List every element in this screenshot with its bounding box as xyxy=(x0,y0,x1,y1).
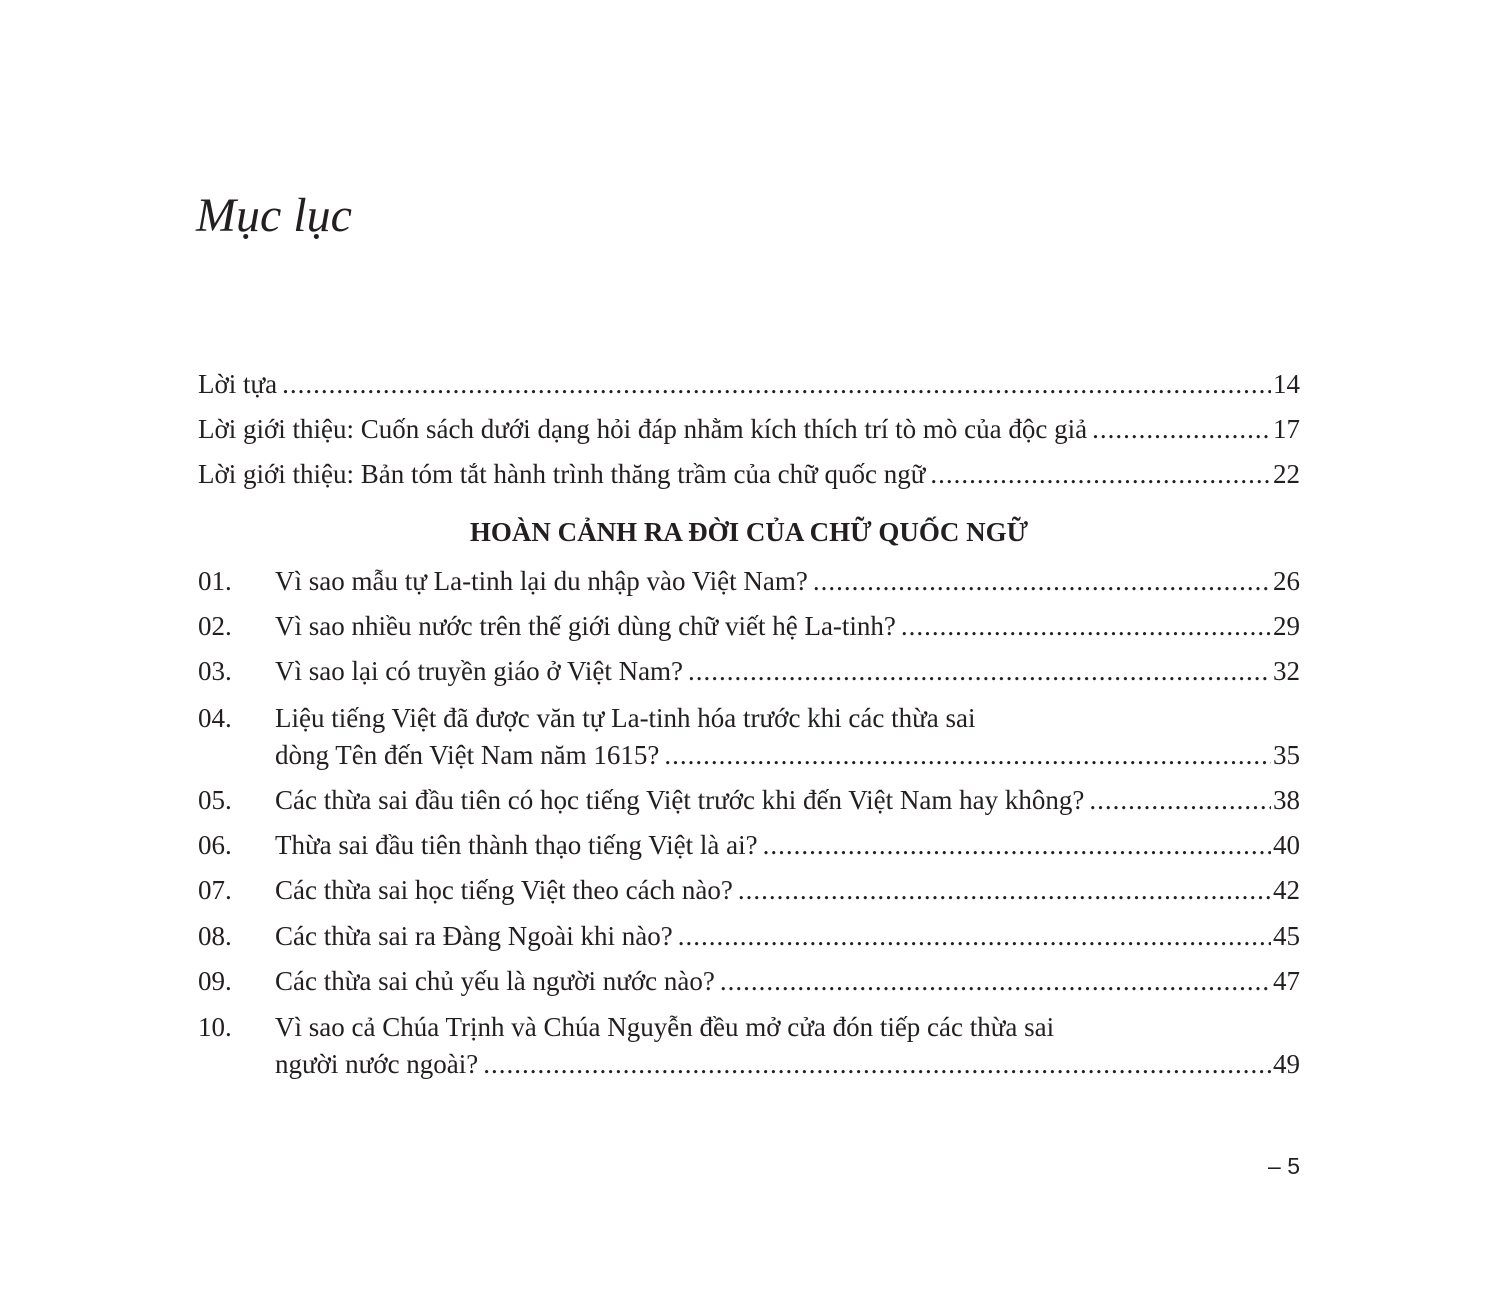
dot-leader xyxy=(901,604,1271,649)
toc-page-number: 32 xyxy=(1273,656,1300,686)
toc-page-number: 45 xyxy=(1273,921,1300,951)
toc-entry-title: Lời tựa xyxy=(198,369,278,399)
toc-entry-number: 02. xyxy=(198,611,232,641)
dot-leader xyxy=(763,823,1271,868)
toc-entry-body xyxy=(198,362,1300,407)
toc-page-number: 49 xyxy=(1273,1049,1300,1079)
dot-leader xyxy=(664,733,1271,778)
toc-entry-number: 03. xyxy=(198,656,232,686)
toc-entry-body xyxy=(275,914,1300,959)
toc-entry-05[interactable] xyxy=(198,778,1300,823)
dot-leader xyxy=(738,868,1271,913)
toc-page-number: 38 xyxy=(1273,785,1300,815)
toc-entry-body xyxy=(275,959,1300,1004)
toc-entry-title: dòng Tên đến Việt Nam năm 1615? xyxy=(275,740,660,770)
toc-page-number: 40 xyxy=(1273,830,1300,860)
toc-entry-number: 04. xyxy=(198,703,232,733)
toc-entry-body xyxy=(275,604,1300,649)
dot-leader xyxy=(1092,407,1271,452)
toc-entry-line xyxy=(275,823,1300,868)
toc-entry-body xyxy=(275,649,1300,694)
toc-entry-title: Vì sao mẫu tự La-tinh lại du nhập vào Việt Nam? xyxy=(275,566,808,596)
toc-entry-body xyxy=(275,1005,1300,1087)
toc-entry-body xyxy=(275,868,1300,913)
toc-entry-title-line: Liệu tiếng Việt đã được văn tự La-tinh hóa trước khi các thừa sai xyxy=(275,703,976,733)
toc-entry-01[interactable] xyxy=(198,559,1300,604)
toc-entry-title: Thừa sai đầu tiên thành thạo tiếng Việt là ai? xyxy=(275,830,758,860)
toc-entry-line xyxy=(198,452,1300,497)
toc-entry-09[interactable] xyxy=(198,959,1300,1004)
toc-page-number: 42 xyxy=(1273,875,1300,905)
toc-entry-title: Các thừa sai đầu tiên có học tiếng Việt trước khi đến Việt Nam hay không? xyxy=(275,785,1085,815)
toc-entry-04[interactable] xyxy=(198,696,1300,786)
toc-entry-title: Các thừa sai ra Đàng Ngoài khi nào? xyxy=(275,921,673,951)
toc-entry-02[interactable] xyxy=(198,604,1300,649)
dot-leader xyxy=(720,959,1271,1004)
toc-page-number: 22 xyxy=(1273,459,1300,489)
toc-entry-body xyxy=(275,823,1300,868)
toc-entry-title-line: Vì sao cả Chúa Trịnh và Chúa Nguyễn đều mở cửa đón tiếp các thừa sai xyxy=(275,1012,1055,1042)
toc-entry-body xyxy=(275,696,1300,778)
dot-leader xyxy=(483,1042,1271,1087)
toc-entry-number: 06. xyxy=(198,830,232,860)
toc-entry-title: Lời giới thiệu: Cuốn sách dưới dạng hỏi đáp nhằm kích thích trí tò mò của độc giả xyxy=(198,414,1088,444)
toc-entry-line xyxy=(275,868,1300,913)
dot-leader xyxy=(678,914,1271,959)
toc-page-number: 35 xyxy=(1273,740,1300,770)
folio-page-number: – 5 xyxy=(1268,1153,1300,1179)
toc-entry-line xyxy=(275,649,1300,694)
toc-page-number: 14 xyxy=(1273,369,1300,399)
toc-entry-line xyxy=(275,914,1300,959)
toc-entry-number: 07. xyxy=(198,875,232,905)
toc-entry-line xyxy=(275,959,1300,1004)
toc-entry-number: 05. xyxy=(198,785,232,815)
toc-entry-line xyxy=(275,1042,1300,1087)
toc-entry-body xyxy=(198,452,1300,497)
page-title: Mục lục xyxy=(196,189,352,242)
toc-entry-number: 09. xyxy=(198,966,232,996)
toc-entry-line xyxy=(198,362,1300,407)
toc-entry-06[interactable] xyxy=(198,823,1300,868)
toc-page-number: 26 xyxy=(1273,566,1300,596)
toc-entry-line xyxy=(198,407,1300,452)
toc-entry-body xyxy=(275,559,1300,604)
toc-entry-title: Lời giới thiệu: Bản tóm tắt hành trình thăng trầm của chữ quốc ngữ xyxy=(198,459,926,489)
toc-entry-number: 08. xyxy=(198,921,232,951)
section-heading: HOÀN CẢNH RA ĐỜI CỦA CHỮ QUỐC NGỮ xyxy=(469,517,1029,547)
toc-entry-title: Vì sao nhiều nước trên thế giới dùng chữ viết hệ La-tinh? xyxy=(275,611,896,641)
toc-entry-title: người nước ngoài? xyxy=(275,1049,479,1079)
toc-entry-title: Vì sao lại có truyền giáo ở Việt Nam? xyxy=(275,656,684,686)
toc-entry-line xyxy=(275,559,1300,604)
toc-entry-number: 01. xyxy=(198,566,232,596)
toc-entry-03[interactable] xyxy=(198,649,1300,694)
toc-page-number: 17 xyxy=(1273,414,1300,444)
toc-entry-body xyxy=(198,407,1300,452)
toc-entry-10[interactable] xyxy=(198,1005,1300,1095)
dot-leader xyxy=(282,362,1271,407)
toc-entry-title: Các thừa sai chủ yếu là người nước nào? xyxy=(275,966,715,996)
toc-entry-line xyxy=(275,733,1300,778)
toc-entry-loi-gioi-thieu-1[interactable] xyxy=(198,407,1300,452)
toc-page-number: 29 xyxy=(1273,611,1300,641)
dot-leader xyxy=(1089,778,1271,823)
toc-entry-line xyxy=(275,604,1300,649)
toc-entry-body xyxy=(275,778,1300,823)
toc-page-number: 47 xyxy=(1273,966,1300,996)
toc-entry-number: 10. xyxy=(198,1012,232,1042)
toc-entry-line xyxy=(275,778,1300,823)
toc-entry-08[interactable] xyxy=(198,914,1300,959)
dot-leader xyxy=(688,649,1271,694)
dot-leader xyxy=(930,452,1271,497)
toc-entry-07[interactable] xyxy=(198,868,1300,913)
toc-entry-title: Các thừa sai học tiếng Việt theo cách nào? xyxy=(275,875,733,905)
dot-leader xyxy=(813,559,1271,604)
toc-entry-loi-gioi-thieu-2[interactable] xyxy=(198,452,1300,497)
toc-entry-loi-tua[interactable] xyxy=(198,362,1300,407)
